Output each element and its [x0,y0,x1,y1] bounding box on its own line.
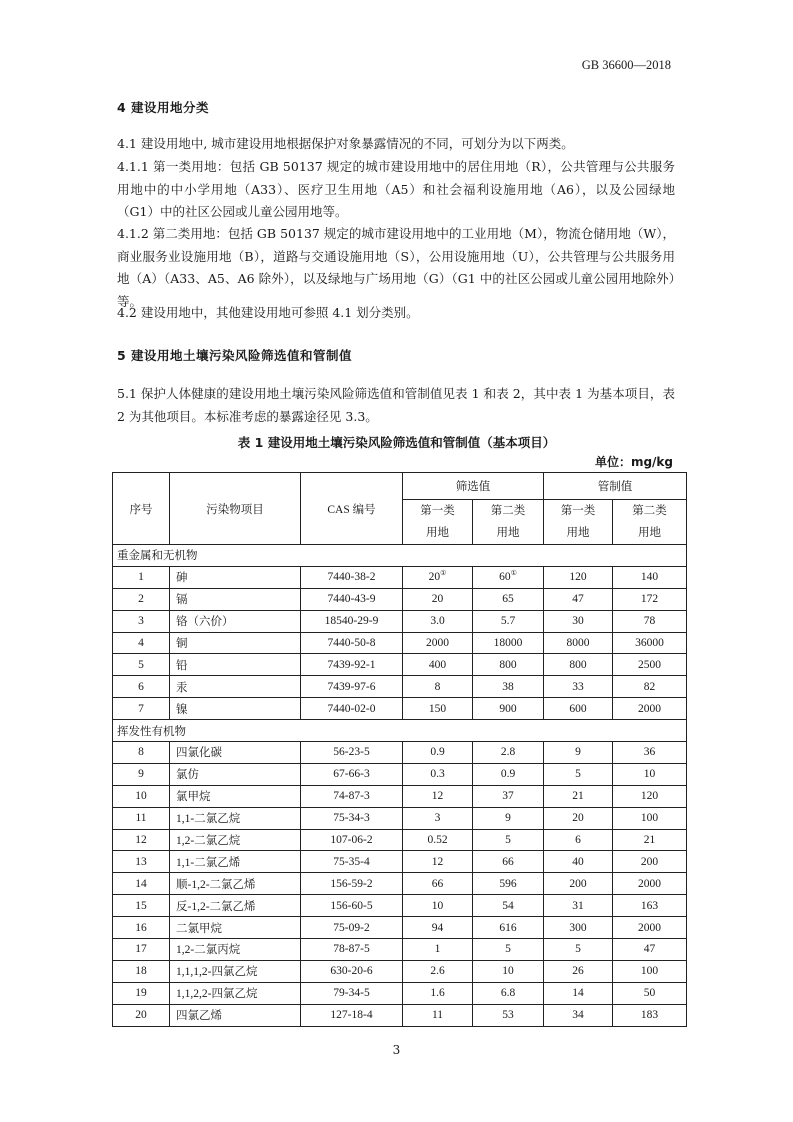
cell-cas: 7440-38-2 [301,566,403,588]
cell-pollutant: 反-1,2-二氯乙烯 [170,895,301,917]
standard-number: GB 36600—2018 [581,58,671,72]
cell-control-class2: 82 [613,676,687,698]
cell-control-class2: 183 [613,1004,687,1026]
cell-seq: 18 [113,960,170,982]
table-row [113,610,687,632]
cell-screening-class1: 20① [403,566,473,588]
cell-cas: 79-34-5 [301,982,403,1004]
cell-screening-class2: 38 [473,676,544,698]
cell-control-class1: 30 [544,610,613,632]
cell-cas: 107-06-2 [301,829,403,851]
section-4-heading: 4 建设用地分类 [117,100,210,115]
table-row [113,807,687,829]
table-row [113,1004,687,1026]
cell-pollutant: 1,1,1,2-四氯乙烷 [170,960,301,982]
cell-control-class1: 21 [544,785,613,807]
group-row [113,720,687,742]
cell-screening-class1: 400 [403,654,473,676]
cell-screening-class1: 66 [403,873,473,895]
cell-seq: 3 [113,610,170,632]
table-row [113,742,687,764]
cell-control-class2: 2000 [613,698,687,720]
cell-control-class1: 800 [544,654,613,676]
cell-cas: 75-34-3 [301,807,403,829]
table-row [113,698,687,720]
cell-control-class1: 26 [544,960,613,982]
paragraph-4-2: 4.2 建设用地中，其他建设用地可参照 4.1 划分类别。 [117,305,419,320]
cell-screening-class2: 53 [473,1004,544,1026]
cell-screening-class2: 66 [473,851,544,873]
table-row [113,895,687,917]
table-row [113,939,687,961]
table-row [113,654,687,676]
cell-cas: 7439-92-1 [301,654,403,676]
cell-screening-class2: 5.7 [473,610,544,632]
cell-screening-class2: 616 [473,917,544,939]
cell-screening-class1: 8 [403,676,473,698]
table-row [113,982,687,1004]
cell-screening-class1: 2000 [403,632,473,654]
cell-control-class2: 10 [613,763,687,785]
footnote-marker: ① [440,569,447,578]
paragraph-4-1: 4.1 建设用地中, 城市建设用地根据保护对象暴露情况的不同，可划分为以下两类。 [117,136,574,151]
cell-control-class2: 21 [613,829,687,851]
cell-cas: 18540-29-9 [301,610,403,632]
cell-pollutant: 二氯甲烷 [170,917,301,939]
cell-pollutant: 顺-1,2-二氯乙烯 [170,873,301,895]
cell-control-class2: 172 [613,588,687,610]
cell-control-class2: 163 [613,895,687,917]
paragraph-4-1-2: 4.1.2 第二类用地：包括 GB 50137 规定的城市建设用地中的工业用地（M），物流仓储用地（W），商业服务业设施用地（B），道路与交通设施用地（S），公用设施用地（U），公共管理与公共服务用地（A）（A33、A5、A6 除外），以及绿地与广场用地（G）（G1 中的社区公园或儿童公园用地除外）等。 [117,226,675,309]
cell-screening-class2: 9 [473,807,544,829]
cell-screening-class1: 11 [403,1004,473,1026]
cell-seq: 5 [113,654,170,676]
cell-control-class1: 9 [544,742,613,764]
table-row [113,676,687,698]
cell-control-class2: 100 [613,960,687,982]
table-row [113,763,687,785]
cell-cas: 56-23-5 [301,742,403,764]
cell-seq: 15 [113,895,170,917]
table-row [113,566,687,588]
cell-pollutant: 镍 [170,698,301,720]
header-control-class1: 第一类 用地 [544,500,613,545]
cell-control-class2: 2500 [613,654,687,676]
header-item: 污染物项目 [170,473,301,545]
cell-screening-class1: 0.3 [403,763,473,785]
cell-screening-class1: 0.52 [403,829,473,851]
cell-control-class2: 36 [613,742,687,764]
cell-screening-class2: 18000 [473,632,544,654]
table-row [113,588,687,610]
cell-pollutant: 1,2-二氯丙烷 [170,939,301,961]
cell-control-class1: 5 [544,939,613,961]
cell-screening-class1: 20 [403,588,473,610]
cell-screening-class2: 900 [473,698,544,720]
cell-screening-class2: 0.9 [473,763,544,785]
cell-seq: 13 [113,851,170,873]
table-title: 表 1 建设用地土壤污染风险筛选值和管制值（基本项目） [237,435,556,450]
cell-pollutant: 1,2-二氯乙烷 [170,829,301,851]
cell-pollutant: 砷 [170,566,301,588]
cell-screening-class1: 12 [403,851,473,873]
cell-screening-class2: 65 [473,588,544,610]
cell-pollutant: 氯甲烷 [170,785,301,807]
cell-screening-class2: 37 [473,785,544,807]
cell-control-class2: 140 [613,566,687,588]
cell-screening-class2: 5 [473,939,544,961]
header-control: 管制值 [544,473,687,500]
header-screening: 筛选值 [403,473,544,500]
cell-screening-class1: 1 [403,939,473,961]
cell-seq: 17 [113,939,170,961]
footnote-marker: ① [510,569,517,578]
cell-seq: 20 [113,1004,170,1026]
header-screening-class1: 第一类 用地 [403,500,473,545]
cell-seq: 12 [113,829,170,851]
cell-cas: 78-87-5 [301,939,403,961]
cell-control-class1: 6 [544,829,613,851]
cell-cas: 7440-43-9 [301,588,403,610]
cell-pollutant: 汞 [170,676,301,698]
cell-pollutant: 镉 [170,588,301,610]
table-row [113,873,687,895]
cell-screening-class2: 10 [473,960,544,982]
cell-control-class1: 33 [544,676,613,698]
cell-seq: 9 [113,763,170,785]
cell-cas: 75-35-4 [301,851,403,873]
cell-seq: 6 [113,676,170,698]
cell-control-class1: 31 [544,895,613,917]
cell-screening-class1: 94 [403,917,473,939]
table-unit: 单位：mg/kg [594,455,673,469]
cell-control-class1: 300 [544,917,613,939]
cell-pollutant: 1,1,2,2-四氯乙烷 [170,982,301,1004]
header-control-class2: 第二类 用地 [613,500,687,545]
cell-seq: 19 [113,982,170,1004]
cell-cas: 156-60-5 [301,895,403,917]
cell-control-class2: 78 [613,610,687,632]
page-number: 3 [392,1043,401,1057]
cell-seq: 10 [113,785,170,807]
table-row [113,785,687,807]
cell-seq: 1 [113,566,170,588]
cell-screening-class1: 12 [403,785,473,807]
header-seq: 序号 [113,473,170,545]
cell-control-class2: 50 [613,982,687,1004]
cell-pollutant: 氯仿 [170,763,301,785]
cell-cas: 67-66-3 [301,763,403,785]
cell-pollutant: 铅 [170,654,301,676]
cell-cas: 74-87-3 [301,785,403,807]
cell-control-class2: 120 [613,785,687,807]
cell-pollutant: 铬（六价） [170,610,301,632]
table-row [113,829,687,851]
group-label: 重金属和无机物 [113,545,687,567]
table-row [113,960,687,982]
table-row [113,632,687,654]
cell-pollutant: 铜 [170,632,301,654]
cell-seq: 7 [113,698,170,720]
table-body [113,545,687,1027]
cell-screening-class1: 0.9 [403,742,473,764]
cell-screening-class1: 2.6 [403,960,473,982]
cell-pollutant: 1,1-二氯乙烯 [170,851,301,873]
cell-screening-class1: 3 [403,807,473,829]
paragraph-4-1-1: 4.1.1 第一类用地：包括 GB 50137 规定的城市建设用地中的居住用地（R），公共管理与公共服务用地中的中小学用地（A33）、医疗卫生用地（A5）和社会福利设施用地（A6），以及公园绿地（G1）中的社区公园或儿童公园用地等。 [117,159,675,219]
cell-seq: 14 [113,873,170,895]
cell-control-class1: 47 [544,588,613,610]
cell-screening-class2: 5 [473,829,544,851]
section-5-heading: 5 建设用地土壤污染风险筛选值和管制值 [117,348,353,363]
cell-seq: 4 [113,632,170,654]
cell-control-class1: 40 [544,851,613,873]
cell-seq: 2 [113,588,170,610]
cell-seq: 8 [113,742,170,764]
cell-control-class1: 20 [544,807,613,829]
table-row [113,917,687,939]
cell-screening-class2: 800 [473,654,544,676]
table-row [113,851,687,873]
cell-cas: 7440-02-0 [301,698,403,720]
cell-control-class2: 2000 [613,917,687,939]
cell-screening-class1: 150 [403,698,473,720]
cell-screening-class1: 1.6 [403,982,473,1004]
group-row [113,545,687,567]
cell-cas: 156-59-2 [301,873,403,895]
cell-pollutant: 四氯乙烯 [170,1004,301,1026]
cell-control-class2: 36000 [613,632,687,654]
cell-control-class1: 200 [544,873,613,895]
cell-pollutant: 1,1-二氯乙烷 [170,807,301,829]
paragraph-5-1: 5.1 保护人体健康的建设用地土壤污染风险筛选值和管制值见表 1 和表 2，其中表 1 为基本项目，表 2 为其他项目。本标准考虑的暴露途径见 3.3。 [117,386,675,424]
cell-cas: 127-18-4 [301,1004,403,1026]
cell-control-class2: 200 [613,851,687,873]
cell-control-class1: 34 [544,1004,613,1026]
standards-table [112,472,687,1027]
group-label: 挥发性有机物 [113,720,687,742]
cell-seq: 16 [113,917,170,939]
cell-screening-class2: 596 [473,873,544,895]
cell-control-class2: 2000 [613,873,687,895]
cell-cas: 630-20-6 [301,960,403,982]
cell-screening-class2: 6.8 [473,982,544,1004]
cell-control-class1: 8000 [544,632,613,654]
cell-screening-class2: 54 [473,895,544,917]
cell-cas: 7440-50-8 [301,632,403,654]
cell-control-class1: 14 [544,982,613,1004]
cell-pollutant: 四氯化碳 [170,742,301,764]
cell-control-class2: 47 [613,939,687,961]
cell-control-class1: 5 [544,763,613,785]
header-screening-class2: 第二类 用地 [473,500,544,545]
cell-screening-class1: 3.0 [403,610,473,632]
cell-screening-class2: 2.8 [473,742,544,764]
cell-screening-class2: 60① [473,566,544,588]
cell-control-class1: 120 [544,566,613,588]
cell-cas: 7439-97-6 [301,676,403,698]
cell-control-class2: 100 [613,807,687,829]
cell-screening-class1: 10 [403,895,473,917]
header-cas: CAS 编号 [301,473,403,545]
cell-cas: 75-09-2 [301,917,403,939]
cell-control-class1: 600 [544,698,613,720]
cell-seq: 11 [113,807,170,829]
